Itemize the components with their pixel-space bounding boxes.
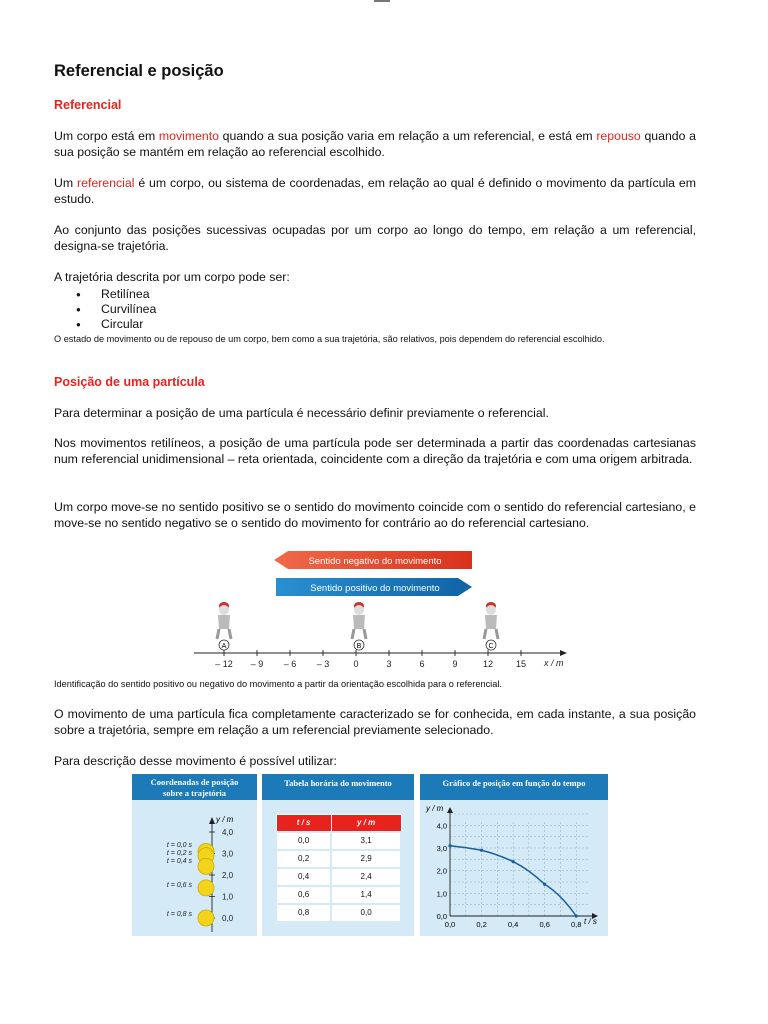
table-row [276, 886, 401, 904]
table-cell: 3,1 [331, 832, 401, 850]
table-cell: 0,4 [276, 868, 331, 886]
axis-tick-label: 12 [482, 659, 494, 669]
axis-tick-label: – 9 [250, 659, 264, 669]
data-point [512, 860, 515, 863]
time-label: t = 0,8 s [166, 911, 192, 918]
axis-tick-label: 9 [452, 659, 458, 669]
table-cell: 0,8 [276, 904, 331, 922]
person-figure-c [484, 602, 498, 639]
x-tick-label: 0,2 [476, 920, 487, 929]
coordinates-diagram [132, 800, 257, 936]
coords-tick-label: 0,0 [222, 914, 234, 923]
list-item: ● Retilínea [54, 287, 156, 302]
panel-table [262, 774, 414, 936]
y-axis-arrowhead [447, 807, 453, 813]
y-tick-label: 4,0 [436, 821, 447, 831]
paragraph-descricao: Para descrição desse movimento é possível utilizar: [54, 754, 337, 768]
point-label-a: A [221, 643, 227, 650]
table-row [276, 850, 401, 868]
data-point [448, 844, 451, 847]
axis-tick-label: 6 [419, 659, 425, 669]
number-line-figure [190, 546, 575, 672]
axis-tick-label: 15 [515, 659, 527, 669]
paragraph-sentido: Um corpo move-se no sentido positivo se o sentido do movimento coincide com o sentido do referencial cartesiano, e move-se no sentido negativo se o sentido do movimento for contrário ao do referencial cartesiano. [54, 500, 696, 530]
page-top-mark [374, 0, 390, 2]
x-tick-label: 0,8 [571, 920, 582, 929]
term-movimento: movimento [158, 129, 219, 143]
panel-chart-header: Gráfico de posição em função do tempo [420, 774, 608, 800]
paragraph-caracterizado: O movimento de uma partícula fica completamente caracterizado se for conhecida, em cada instante, a sua posição sobre a trajetória, sempre em relação a um referencial previamente selecionado. [54, 707, 696, 737]
time-label: t = 0,2 s [166, 850, 192, 857]
y-tick-label: 2,0 [436, 866, 447, 876]
data-point [575, 914, 578, 917]
paragraph-trajetoria: Ao conjunto das posições sucessivas ocupadas por um corpo ao longo do tempo, em relação a um referencial, designa-se trajetória. [54, 223, 696, 253]
table-cell: 0,0 [331, 904, 401, 922]
trajectory-list [54, 287, 156, 332]
y-tick-label: 0,0 [436, 912, 447, 921]
note-relatividade: O estado de movimento ou de repouso de um corpo, bem como a sua trajetória, são relativos, pois dependem do referencial escolhido. [54, 334, 605, 344]
coords-tick-label: 1,0 [222, 892, 234, 902]
time-position-table [275, 814, 402, 923]
panel-chart [420, 774, 608, 936]
position-time-chart [420, 800, 608, 936]
axis-tick-label: – 3 [316, 659, 330, 669]
axis-arrowhead [560, 650, 567, 656]
coords-tick-label: 3,0 [222, 849, 234, 859]
table-row [276, 868, 401, 886]
coords-tick-label: 2,0 [222, 871, 234, 880]
panel-table-header: Tabela horária do movimento [262, 774, 414, 800]
x-tick-label: 0,4 [507, 920, 519, 929]
axis-tick-label: 0 [353, 659, 359, 669]
paragraph-referencial: Um referencial é um corpo, ou sistema de coordenadas, em relação ao qual é definido o movimento da partícula em estudo. [54, 176, 696, 206]
table-header-t: t / s [276, 815, 331, 832]
positive-direction-label: Sentido positivo do movimento [310, 583, 440, 594]
table-cell: 2,4 [331, 868, 401, 886]
axis-tick-label: – 6 [283, 659, 297, 669]
paragraph-retilineos: Nos movimentos retilíneos, a posição de uma partícula pode ser determinada a partir das coordenadas cartesianas num referencial unidimensional – reta orientada, coincidente com a direção da trajetória e com uma origem arbitrada. [54, 436, 696, 466]
x-tick-label: 0,6 [539, 920, 550, 929]
panel-coordinates-header: Coordenadas de posição sobre a trajetória [132, 774, 257, 800]
data-point [480, 849, 483, 852]
ball-icon [198, 858, 214, 874]
figure-caption: Identificação do sentido positivo ou negativo do movimento a partir da orientação escolhida para o referencial. [54, 679, 502, 689]
paragraph-movimento: Um corpo está em movimento quando a sua posição varia em relação a um referencial, e está em repouso quando a sua posição se mantém em relação ao referencial escolhido. [54, 129, 696, 159]
y-tick-label: 3,0 [436, 844, 447, 853]
list-item: ● Curvilínea [54, 302, 156, 317]
data-point [543, 883, 546, 886]
coords-tick-label: 4,0 [222, 828, 234, 837]
x-axis-label: t / s [584, 917, 597, 926]
axis-label: x / m [544, 658, 564, 668]
table-cell: 0,6 [276, 886, 331, 904]
section-heading-posicao: Posição de uma partícula [54, 375, 205, 389]
table-cell: 2,9 [331, 850, 401, 868]
axis-tick-label: – 12 [215, 659, 233, 669]
panel-coordinates [132, 774, 257, 936]
paragraph-posicao: Para determinar a posição de uma partícula é necessário definir previamente o referencial. [54, 406, 549, 420]
time-label: t = 0,6 s [166, 882, 192, 889]
table-row [276, 832, 401, 850]
point-label-b: B [356, 643, 362, 650]
time-label: t = 0,4 s [166, 858, 192, 865]
table-header-y: y / m [331, 815, 401, 832]
person-figure-a [217, 602, 231, 639]
coords-axis-label: y / m [216, 815, 234, 824]
negative-direction-label: Sentido negativo do movimento [308, 556, 442, 567]
axis-tick-label: 3 [386, 659, 392, 669]
section-heading-referencial: Referencial [54, 98, 122, 112]
person-figure-b [352, 602, 366, 639]
page-title: Referencial e posição [54, 62, 224, 80]
y-axis-label: y / m [426, 804, 444, 813]
term-repouso: repouso [596, 129, 641, 143]
point-label-c: C [488, 643, 494, 650]
x-tick-label: 0,0 [444, 920, 456, 929]
ball-icon [198, 880, 214, 896]
time-label: t = 0,0 s [166, 842, 192, 849]
y-tick-label: 1,0 [436, 889, 447, 899]
paragraph-trajetoria-tipos: A trajetória descrita por um corpo pode ser: [54, 270, 290, 284]
ball-icon [198, 910, 214, 926]
table-row [276, 904, 401, 922]
table-cell: 1,4 [331, 886, 401, 904]
table-cell: 0,2 [276, 850, 331, 868]
term-referencial: referencial [77, 176, 135, 190]
table-cell: 0,0 [276, 832, 331, 850]
series-line-y [450, 846, 576, 916]
list-item: ● Circular [54, 317, 156, 332]
